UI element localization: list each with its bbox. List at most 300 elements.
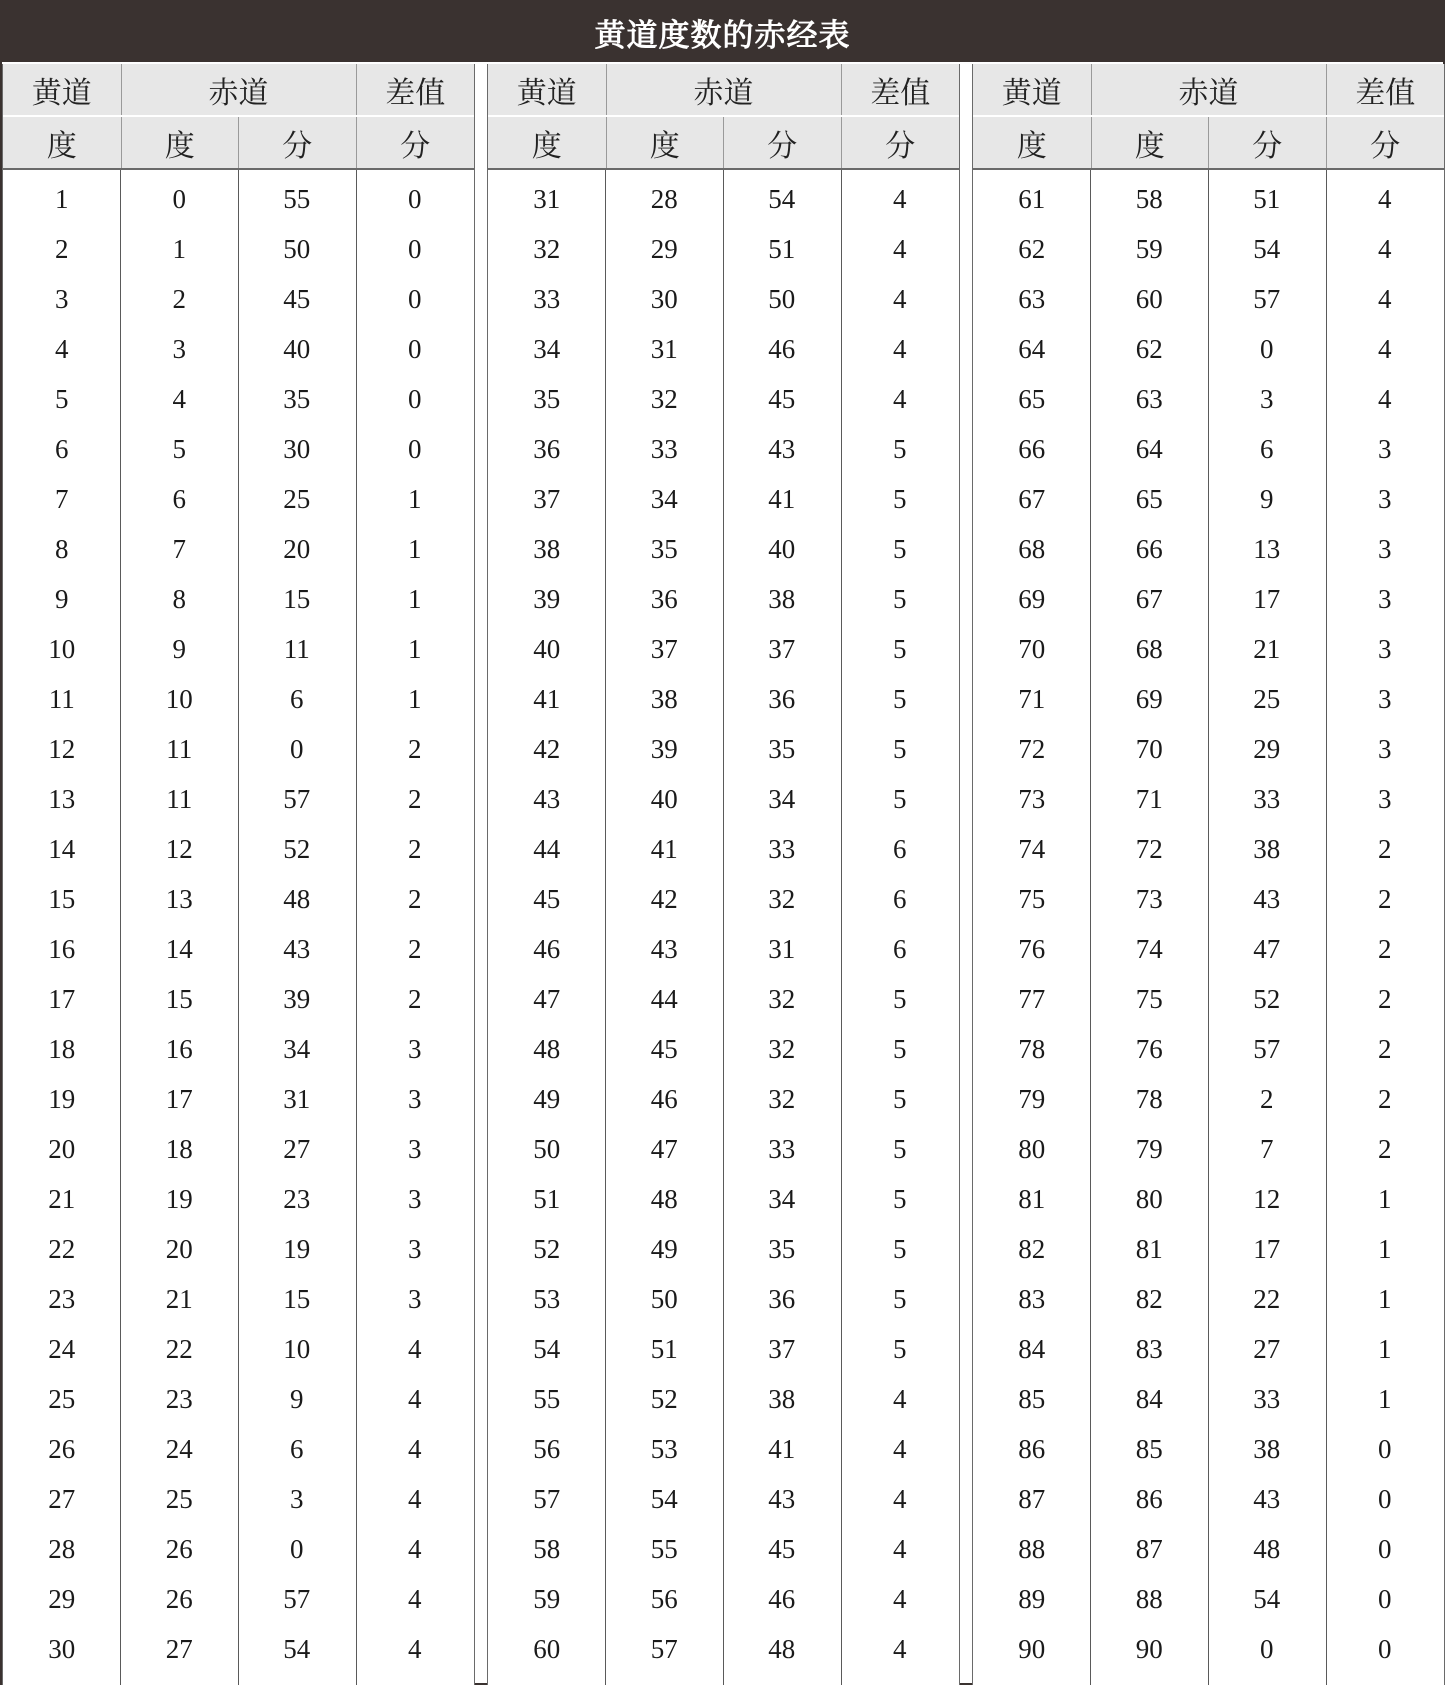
difference-cell: 5 (893, 1334, 907, 1365)
table-row (973, 474, 1444, 524)
equator-minute-cell: 57 (283, 1584, 311, 1615)
ecliptic-degree-cell: 12 (48, 733, 76, 764)
ecliptic-degree-cell: 9 (55, 583, 69, 614)
equator-minute-cell: 36 (768, 683, 796, 714)
equator-minute-cell: 13 (1253, 533, 1281, 564)
ecliptic-degree-cell: 2 (55, 233, 69, 264)
difference-cell: 4 (893, 1384, 907, 1415)
difference-cell: 5 (893, 1284, 907, 1315)
table-body (3, 170, 474, 1685)
difference-cell: 4 (893, 383, 907, 414)
equator-minute-cell: 57 (1253, 1034, 1281, 1064)
difference-cell: 3 (408, 1184, 422, 1215)
ecliptic-degree-cell: 87 (1018, 1484, 1046, 1515)
table-row (3, 424, 474, 474)
ecliptic-degree-cell: 65 (1018, 383, 1046, 414)
equator-minute-cell: 34 (768, 1184, 796, 1215)
equator-degree-cell: 42 (650, 883, 678, 914)
ecliptic-degree-cell: 23 (48, 1284, 76, 1315)
difference-cell: 1 (1378, 1184, 1392, 1215)
equator-degree-cell: 68 (1135, 633, 1163, 664)
equator-degree-cell: 16 (165, 1034, 193, 1064)
difference-cell: 5 (893, 733, 907, 764)
table-panel-3 (972, 64, 1445, 1685)
ecliptic-degree-cell: 70 (1018, 633, 1046, 664)
difference-cell: 4 (1378, 283, 1392, 314)
equator-minute-cell: 10 (283, 1334, 311, 1365)
equator-minute-cell: 54 (283, 1634, 311, 1665)
equator-degree-cell: 56 (650, 1584, 678, 1615)
ecliptic-degree-cell: 20 (48, 1134, 76, 1165)
table-row (3, 224, 474, 274)
ecliptic-degree-cell: 45 (533, 883, 561, 914)
table-row (973, 224, 1444, 274)
table-row (3, 1125, 474, 1175)
difference-cell: 2 (1378, 833, 1392, 864)
equator-degree-cell: 41 (650, 833, 678, 864)
equator-degree-cell: 75 (1135, 983, 1163, 1014)
table-row (973, 1525, 1444, 1575)
difference-cell: 1 (408, 533, 422, 564)
header-ecliptic-degree: 度 (531, 128, 562, 164)
table-row (488, 974, 959, 1024)
table-row (973, 874, 1444, 924)
ecliptic-degree-cell: 76 (1018, 933, 1046, 964)
difference-cell: 4 (408, 1634, 422, 1665)
equator-degree-cell: 22 (165, 1334, 193, 1365)
ecliptic-degree-cell: 49 (533, 1084, 561, 1115)
equator-minute-cell: 29 (1253, 733, 1281, 764)
ecliptic-degree-cell: 11 (48, 683, 75, 714)
ecliptic-degree-cell: 58 (533, 1534, 561, 1565)
header-difference-minute: 分 (1326, 117, 1445, 168)
ecliptic-degree-cell: 62 (1018, 233, 1046, 264)
difference-cell: 4 (408, 1334, 422, 1365)
header-row-group (3, 64, 474, 117)
equator-degree-cell: 23 (165, 1384, 193, 1415)
table-row (488, 274, 959, 324)
equator-minute-cell: 32 (768, 983, 796, 1014)
header-difference: 差值 (841, 64, 960, 115)
header-ecliptic-degree: 度 (46, 128, 77, 164)
table-row (488, 1175, 959, 1225)
table-row (488, 374, 959, 424)
table-row (488, 924, 959, 974)
equator-degree-cell: 13 (165, 883, 193, 914)
table-row (3, 874, 474, 924)
ecliptic-degree-cell: 48 (533, 1034, 561, 1064)
equator-minute-cell: 37 (768, 633, 796, 664)
equator-minute-cell: 32 (768, 883, 796, 914)
table-row (973, 274, 1444, 324)
difference-cell: 1 (408, 633, 422, 664)
ecliptic-degree-cell: 53 (533, 1284, 561, 1315)
equator-degree-cell: 2 (172, 283, 186, 314)
difference-cell: 3 (1378, 433, 1392, 464)
equator-degree-cell: 62 (1135, 333, 1163, 364)
equator-degree-cell: 29 (650, 233, 678, 264)
equator-degree-cell: 1 (172, 233, 186, 264)
ecliptic-degree-cell: 60 (533, 1634, 561, 1665)
table-row (973, 1225, 1444, 1275)
equator-degree-cell: 5 (172, 433, 186, 464)
table-row (3, 374, 474, 424)
difference-cell: 4 (893, 1534, 907, 1565)
equator-minute-cell: 34 (283, 1034, 311, 1064)
equator-minute-cell: 7 (1260, 1134, 1274, 1165)
ecliptic-degree-cell: 28 (48, 1534, 76, 1565)
table-row (488, 1525, 959, 1575)
equator-minute-cell: 6 (290, 1434, 304, 1465)
difference-cell: 6 (893, 833, 907, 864)
header-equator: 赤道 (606, 64, 841, 115)
table-row (973, 1575, 1444, 1625)
table-row (3, 1625, 474, 1675)
table-row (3, 1525, 474, 1575)
equator-degree-cell: 38 (650, 683, 678, 714)
ecliptic-degree-cell: 29 (48, 1584, 76, 1615)
equator-minute-cell: 46 (768, 1584, 796, 1615)
equator-minute-cell: 38 (1253, 1434, 1281, 1465)
ecliptic-degree-cell: 84 (1018, 1334, 1046, 1365)
equator-degree-cell: 67 (1135, 583, 1163, 614)
difference-cell: 2 (1378, 983, 1392, 1014)
table-row (488, 874, 959, 924)
table-row (3, 974, 474, 1024)
equator-minute-cell: 27 (283, 1134, 311, 1165)
difference-cell: 1 (1378, 1234, 1392, 1265)
table-row (973, 624, 1444, 674)
ecliptic-degree-cell: 68 (1018, 533, 1046, 564)
equator-minute-cell: 52 (283, 833, 311, 864)
header-row-units (488, 117, 959, 170)
equator-minute-cell: 35 (768, 733, 796, 764)
ecliptic-degree-cell: 27 (48, 1484, 76, 1515)
equator-degree-cell: 88 (1135, 1584, 1163, 1615)
equator-minute-cell: 17 (1253, 583, 1281, 614)
equator-degree-cell: 57 (650, 1634, 678, 1665)
ecliptic-degree-cell: 38 (533, 533, 561, 564)
table-row (488, 1325, 959, 1375)
header-equator-minute: 分 (238, 117, 356, 168)
difference-cell: 3 (408, 1034, 422, 1064)
difference-cell: 5 (893, 533, 907, 564)
difference-cell: 5 (893, 633, 907, 664)
difference-cell: 3 (1378, 733, 1392, 764)
difference-cell: 0 (1378, 1634, 1392, 1665)
table-panel-2 (487, 64, 960, 1685)
difference-cell: 3 (1378, 483, 1392, 514)
table-panel-1 (2, 64, 475, 1685)
difference-cell: 2 (1378, 933, 1392, 964)
equator-minute-cell: 15 (283, 583, 311, 614)
equator-minute-cell: 36 (768, 1284, 796, 1315)
equator-degree-cell: 86 (1135, 1484, 1163, 1515)
equator-degree-cell: 49 (650, 1234, 678, 1265)
ecliptic-degree-cell: 16 (48, 933, 76, 964)
table-row (3, 924, 474, 974)
equator-degree-cell: 44 (650, 983, 678, 1014)
equator-degree-cell: 21 (165, 1284, 193, 1315)
equator-degree-cell: 76 (1135, 1034, 1163, 1064)
difference-cell: 5 (893, 1184, 907, 1215)
equator-degree-cell: 34 (650, 483, 678, 514)
header-equator-degree: 度 (606, 117, 724, 168)
difference-cell: 4 (893, 233, 907, 264)
table-row (973, 1325, 1444, 1375)
difference-cell: 3 (1378, 633, 1392, 664)
equator-minute-cell: 38 (1253, 833, 1281, 864)
difference-cell: 2 (1378, 1084, 1392, 1115)
equator-minute-cell: 47 (1253, 933, 1281, 964)
table-row (488, 1125, 959, 1175)
equator-minute-cell: 33 (1253, 783, 1281, 814)
equator-minute-cell: 6 (290, 683, 304, 714)
ecliptic-degree-cell: 85 (1018, 1384, 1046, 1415)
ecliptic-degree-cell: 47 (533, 983, 561, 1014)
ecliptic-degree-cell: 8 (55, 533, 69, 564)
equator-degree-cell: 90 (1135, 1634, 1163, 1665)
equator-minute-cell: 45 (768, 383, 796, 414)
table-row (488, 1475, 959, 1525)
ecliptic-degree-cell: 75 (1018, 883, 1046, 914)
header-difference: 差值 (356, 64, 475, 115)
equator-minute-cell: 43 (1253, 883, 1281, 914)
header-row-group (488, 64, 959, 117)
table-row (3, 774, 474, 824)
table-row (3, 1025, 474, 1075)
equator-degree-cell: 73 (1135, 883, 1163, 914)
difference-cell: 4 (893, 1434, 907, 1465)
equator-degree-cell: 80 (1135, 1184, 1163, 1215)
difference-cell: 4 (893, 183, 907, 214)
header-difference-minute: 分 (356, 117, 475, 168)
table-row (973, 524, 1444, 574)
table-row (973, 374, 1444, 424)
difference-cell: 5 (893, 433, 907, 464)
equator-minute-cell: 45 (283, 283, 311, 314)
equator-degree-cell: 51 (650, 1334, 678, 1365)
ecliptic-degree-cell: 42 (533, 733, 561, 764)
equator-minute-cell: 6 (1260, 433, 1274, 464)
ecliptic-degree-cell: 82 (1018, 1234, 1046, 1265)
ecliptic-degree-cell: 39 (533, 583, 561, 614)
table-row (488, 524, 959, 574)
equator-degree-cell: 11 (166, 733, 193, 764)
table-row (3, 1175, 474, 1225)
table-row (973, 1475, 1444, 1525)
equator-minute-cell: 43 (1253, 1484, 1281, 1515)
table-row (3, 324, 474, 374)
ecliptic-degree-cell: 73 (1018, 783, 1046, 814)
equator-minute-cell: 25 (1253, 683, 1281, 714)
difference-cell: 0 (408, 433, 422, 464)
equator-degree-cell: 25 (165, 1484, 193, 1515)
equator-minute-cell: 54 (768, 183, 796, 214)
difference-cell: 3 (408, 1134, 422, 1165)
ecliptic-degree-cell: 50 (533, 1134, 561, 1165)
ecliptic-degree-cell: 66 (1018, 433, 1046, 464)
ecliptic-degree-cell: 5 (55, 383, 69, 414)
equator-minute-cell: 40 (768, 533, 796, 564)
equator-degree-cell: 79 (1135, 1134, 1163, 1165)
table-row (973, 924, 1444, 974)
difference-cell: 2 (408, 783, 422, 814)
equator-degree-cell: 83 (1135, 1334, 1163, 1365)
table-body (973, 170, 1444, 1685)
ecliptic-degree-cell: 44 (533, 833, 561, 864)
equator-minute-cell: 0 (290, 1534, 304, 1565)
ecliptic-degree-cell: 77 (1018, 983, 1046, 1014)
equator-degree-cell: 3 (172, 333, 186, 364)
table-row (488, 674, 959, 724)
equator-degree-cell: 69 (1135, 683, 1163, 714)
equator-minute-cell: 48 (768, 1634, 796, 1665)
header-row-units (973, 117, 1444, 170)
equator-minute-cell: 43 (768, 433, 796, 464)
difference-cell: 5 (893, 783, 907, 814)
equator-degree-cell: 36 (650, 583, 678, 614)
difference-cell: 4 (1378, 333, 1392, 364)
table-row (488, 1025, 959, 1075)
equator-degree-cell: 14 (165, 933, 193, 964)
table-row (973, 1425, 1444, 1475)
header-equator-degree: 度 (121, 117, 239, 168)
ecliptic-degree-cell: 67 (1018, 483, 1046, 514)
equator-degree-cell: 47 (650, 1134, 678, 1165)
ecliptic-degree-cell: 69 (1018, 583, 1046, 614)
equator-minute-cell: 41 (768, 483, 796, 514)
equator-minute-cell: 31 (768, 933, 796, 964)
equator-degree-cell: 78 (1135, 1084, 1163, 1115)
equator-minute-cell: 35 (283, 383, 311, 414)
difference-cell: 3 (1378, 533, 1392, 564)
difference-cell: 6 (893, 883, 907, 914)
table-row (488, 574, 959, 624)
equator-degree-cell: 17 (165, 1084, 193, 1115)
header-ecliptic: 黄道 (31, 75, 92, 111)
equator-minute-cell: 33 (768, 1134, 796, 1165)
equator-minute-cell: 51 (1253, 183, 1281, 214)
table-row (488, 824, 959, 874)
difference-cell: 2 (408, 733, 422, 764)
table-row (3, 1225, 474, 1275)
table-row (973, 424, 1444, 474)
table-title: 黄道度数的赤经表 (2, 2, 1443, 62)
ecliptic-degree-cell: 78 (1018, 1034, 1046, 1064)
equator-degree-cell: 26 (165, 1534, 193, 1565)
table-row (488, 724, 959, 774)
equator-minute-cell: 0 (290, 733, 304, 764)
table-row (488, 1075, 959, 1125)
equator-degree-cell: 8 (172, 583, 186, 614)
ecliptic-degree-cell: 17 (48, 983, 76, 1014)
difference-cell: 4 (893, 1634, 907, 1665)
ecliptic-degree-cell: 19 (48, 1084, 76, 1115)
equator-minute-cell: 15 (283, 1284, 311, 1315)
equator-minute-cell: 11 (283, 633, 310, 664)
difference-cell: 4 (408, 1534, 422, 1565)
difference-cell: 0 (408, 383, 422, 414)
equator-degree-cell: 26 (165, 1584, 193, 1615)
equator-minute-cell: 43 (283, 933, 311, 964)
difference-cell: 0 (1378, 1534, 1392, 1565)
table-row (973, 724, 1444, 774)
ecliptic-degree-cell: 41 (533, 683, 561, 714)
equator-minute-cell: 41 (768, 1434, 796, 1465)
difference-cell: 0 (1378, 1484, 1392, 1515)
table-row (973, 1175, 1444, 1225)
equator-minute-cell: 33 (768, 833, 796, 864)
ecliptic-degree-cell: 81 (1018, 1184, 1046, 1215)
ecliptic-degree-cell: 18 (48, 1034, 76, 1064)
equator-minute-cell: 38 (768, 1384, 796, 1415)
table-row (3, 174, 474, 224)
table-row (488, 324, 959, 374)
table-row (3, 1375, 474, 1425)
equator-degree-cell: 15 (165, 983, 193, 1014)
ecliptic-degree-cell: 31 (533, 183, 561, 214)
table-row (488, 1375, 959, 1425)
equator-degree-cell: 39 (650, 733, 678, 764)
table-row (973, 324, 1444, 374)
equator-degree-cell: 37 (650, 633, 678, 664)
header-row-units (3, 117, 474, 170)
difference-cell: 1 (408, 583, 422, 614)
difference-cell: 3 (408, 1234, 422, 1265)
difference-cell: 4 (1378, 183, 1392, 214)
difference-cell: 0 (408, 233, 422, 264)
difference-cell: 4 (893, 1584, 907, 1615)
ecliptic-degree-cell: 15 (48, 883, 76, 914)
equator-degree-cell: 82 (1135, 1284, 1163, 1315)
difference-cell: 5 (893, 1034, 907, 1064)
equator-degree-cell: 32 (650, 383, 678, 414)
table-row (3, 474, 474, 524)
equator-degree-cell: 27 (165, 1634, 193, 1665)
difference-cell: 5 (893, 583, 907, 614)
ecliptic-degree-cell: 89 (1018, 1584, 1046, 1615)
ecliptic-degree-cell: 52 (533, 1234, 561, 1265)
header-ecliptic: 黄道 (516, 75, 577, 111)
equator-degree-cell: 0 (172, 183, 186, 214)
table-row (973, 1025, 1444, 1075)
equator-minute-cell: 32 (768, 1084, 796, 1115)
ecliptic-degree-cell: 40 (533, 633, 561, 664)
equator-degree-cell: 52 (650, 1384, 678, 1415)
equator-degree-cell: 65 (1135, 483, 1163, 514)
table-row (488, 174, 959, 224)
equator-minute-cell: 52 (1253, 983, 1281, 1014)
equator-minute-cell: 40 (283, 333, 311, 364)
equator-minute-cell: 21 (1253, 633, 1281, 664)
equator-minute-cell: 19 (283, 1234, 311, 1265)
equator-degree-cell: 35 (650, 533, 678, 564)
equator-minute-cell: 38 (768, 583, 796, 614)
header-equator-minute: 分 (723, 117, 841, 168)
table-row (488, 1575, 959, 1625)
ecliptic-degree-cell: 10 (48, 633, 76, 664)
ecliptic-degree-cell: 6 (55, 433, 69, 464)
table-row (973, 1625, 1444, 1675)
table-row (488, 1275, 959, 1325)
ecliptic-degree-cell: 74 (1018, 833, 1046, 864)
ecliptic-degree-cell: 63 (1018, 283, 1046, 314)
difference-cell: 6 (893, 933, 907, 964)
ecliptic-degree-cell: 35 (533, 383, 561, 414)
difference-cell: 0 (1378, 1434, 1392, 1465)
difference-cell: 4 (893, 333, 907, 364)
